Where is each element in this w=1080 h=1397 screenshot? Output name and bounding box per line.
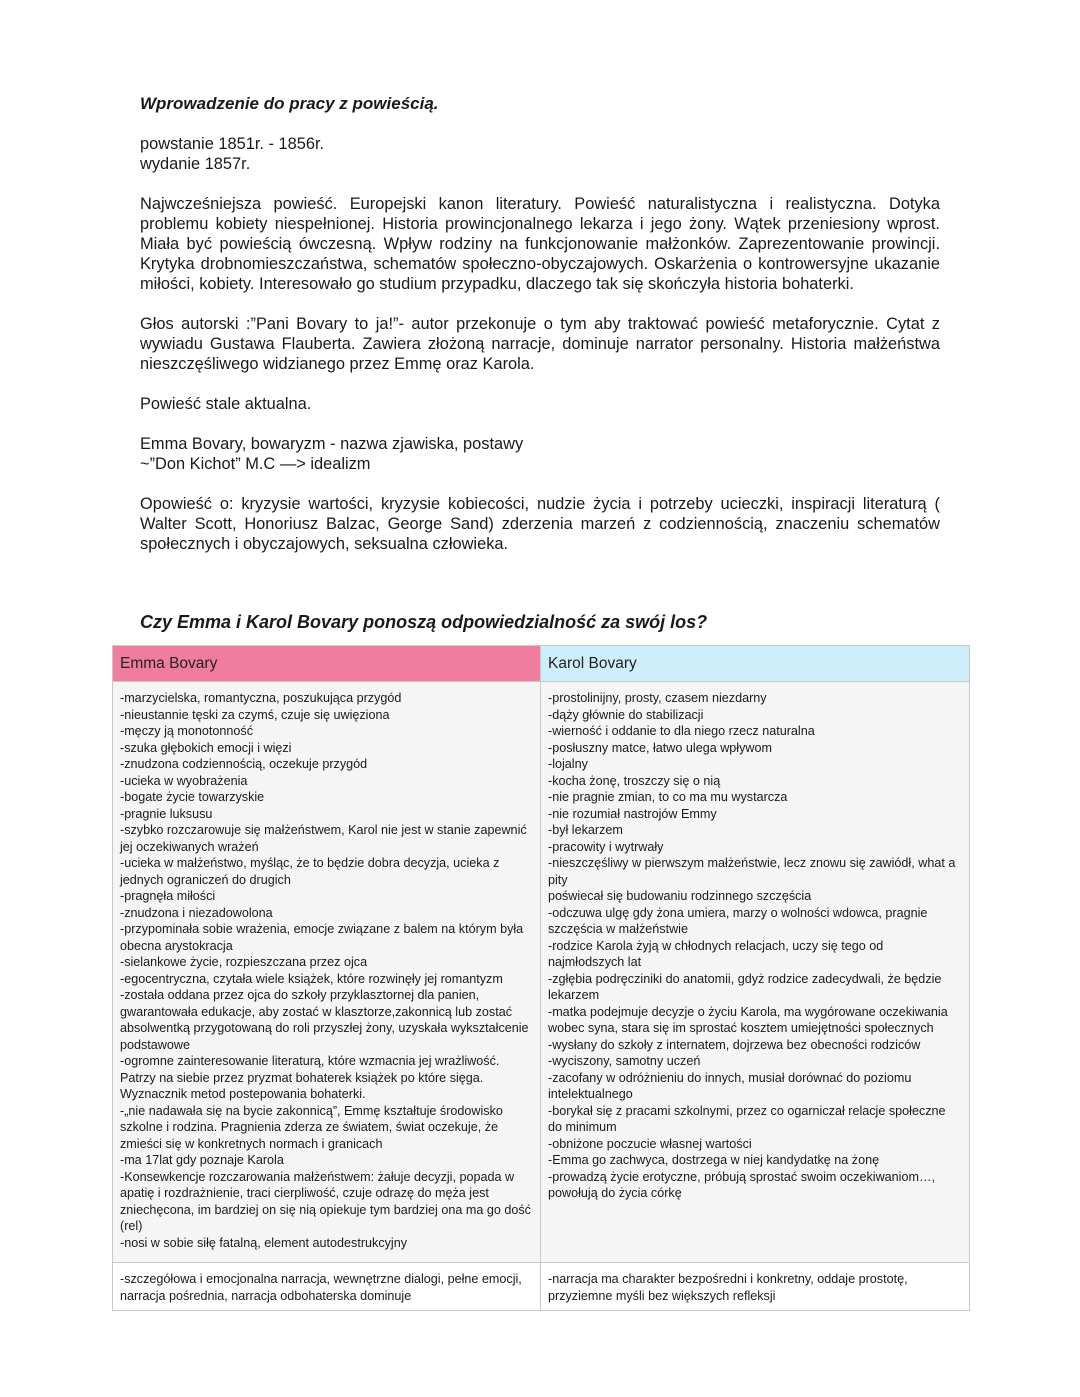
bovarism-line-1: Emma Bovary, bowaryzm - nazwa zjawiska, postawy [140, 435, 524, 453]
list-item: -szuka głębokich emocji i więzi [120, 740, 292, 755]
list-item: -marzycielska, romantyczna, poszukująca przygód [120, 691, 402, 705]
list-item: -szybko rozczarowuje się małżeństwem, Karol nie jest w stanie zapewnić jej oczekiwanych wrażeń [120, 823, 527, 854]
list-item: -ogromne zainteresowanie literaturą, które wzmacnia jej wrażliwość. Patrzy na siebie przez pryzmat bohaterek książek po które sięga. Wyznacznik metod postepowania bohaterki. [120, 1054, 500, 1101]
karol-traits-list [548, 690, 963, 1202]
date-publication: wydanie 1857r. [140, 155, 251, 173]
list-item: -Emma go zachwyca, dostrzega w niej kandydatkę na żonę [548, 1153, 880, 1167]
list-item: -zgłębia podręcziniki do anatomii, gdyż rodzice zadecydwali, że będzie lekarzem [548, 971, 942, 1002]
list-item: -posłuszny matce, łatwo ulega wpływom [548, 740, 772, 755]
list-item: -zacofany w odróżnieniu do innych, musiał dorównać do poziomu intelektualnego [548, 1070, 912, 1101]
list-item: -matka podejmuje decyzje o życiu Karola, ma wygórowane oczekiwania wobec syna, stara się im sprostać kosztem umiejętności społecznych [548, 1004, 948, 1035]
list-item: -Konsewkencje rozczarowania małżeństwem: żałuje decyzji, popada w apatię i rozdrażnienie, traci cierpliwość, czuje odrazę do męża jest zniechęcona, im bardziej on się nią opiekuje tym bardziej ona ma go dość (rel) [120, 1169, 531, 1233]
list-item: -wyciszony, samotny uczeń [548, 1054, 701, 1068]
emma-traits-list [120, 690, 534, 1251]
story-paragraph: Opowieść o: kryzysie wartości, kryzysie kobiecości, nudzie życia i potrzeby ucieczki, inspiracji literaturą ( Walter Scott, Honoriusz Balzac, George Sand) zderzenia marzeń z codziennością, znaczeniu schematów społecznych i obyczajowych, seksualna człowieka. [140, 495, 940, 553]
list-item: -znudzona codziennością, oczekuje przygód [120, 757, 368, 771]
list-item: -pragnęła miłości [120, 889, 216, 903]
list-item: -męczy ją monotonność [120, 724, 253, 738]
list-item: -dąży głównie do stabilizacji [548, 707, 704, 722]
list-item: -znudzona i niezadowolona [120, 905, 273, 920]
karol-narration: -narracja ma charakter bezpośredni i konkretny, oddaje prostotę, przyziemne myśli bez większych refleksji [548, 1272, 908, 1303]
list-item: -nosi w sobie siłę fatalną, element autodestrukcyjny [120, 1235, 408, 1250]
list-item: -ucieka w wyobrażenia [120, 773, 248, 788]
list-item: -rodzice Karola żyją w chłodnych relacjach, uczy się tego od najmłodszych lat [548, 938, 884, 969]
list-item: -pragnie luksusu [120, 806, 213, 821]
table-traits-row [113, 682, 970, 1263]
dates-block [140, 134, 940, 174]
list-item: -bogate życie towarzyskie [120, 790, 265, 804]
list-item: -„nie nadawała się na bycie zakonnicą”, Emmę kształtuje środowisko szkolne i rodzina. Pragnienia zderza ze światem, świat oczekuje, że zmieści się w konkretnych normach i granicach [120, 1103, 503, 1151]
emma-traits-cell [113, 682, 541, 1263]
list-item: -borykał się z pracami szkolnymi, przez co ogarniczał relacje społeczne do minimum [548, 1103, 946, 1134]
list-item: -sielankowe życie, rozpieszczana przez ojca [120, 955, 368, 969]
list-item: -lojalny [548, 757, 588, 771]
list-item: -wysłany do szkoły z internatem, dojrzewa bez obecności rodziców [548, 1037, 921, 1052]
emma-narration-cell [113, 1263, 541, 1311]
karol-header: Karol Bovary [541, 646, 970, 682]
date-creation: powstanie 1851r. - 1856r. [140, 135, 325, 153]
list-item: -egocentryczna, czytała wiele książek, które rozwinęły jej romantyzm [120, 971, 503, 986]
comparison-table [112, 645, 970, 1311]
intro-paragraph-2: Głos autorski :”Pani Bovary to ja!”- autor przekonuje o tym aby traktować powieść metaforycznie. Cytat z wywiadu Gustawa Flauberta. Zawiera złożoną narracje, dominuje narrator personalny. Historia małżeństwa nieszczęśliwego widzianego przez Emmę oraz Karola. [140, 315, 940, 373]
intro-paragraph-1: Najwcześniejsza powieść. Europejski kanon literatury. Powieść naturalistyczna i realistyczna. Dotyka problemu kobiety niespełnionej. Historia prowincjonalnego lekarza i jego żony. Wątek przeniesiony wprost. Miała być powieścią ówczesną. Wpływ rodziny na funkcjonowanie małżonków. Zaprezentowanie prowincji. Krytyka drobnomieszczaństwa, schematów społeczno-obyczajowych. Oskarżenia o kontrowersyjne ukazanie miłości, kobiety. Interesowało go studium przypadku, dlaczego tak się skończyła historia bohaterki. [140, 195, 940, 293]
list-item: -odczuwa ulgę gdy żona umiera, marzy o wolności wdowca, pragnie szczęścia w małżeństwie [548, 905, 928, 936]
emma-header: Emma Bovary [113, 646, 541, 682]
list-item: -prowadzą życie erotyczne, próbują sprostać swoim oczekiwaniom…, powołują do życia córkę [548, 1169, 936, 1200]
list-item: -ucieka w małżeństwo, myśląc, że to będzie dobra decyzja, ucieka z jednych ograniczeń do drugich [120, 856, 500, 887]
list-item: -obniżone poczucie własnej wartości [548, 1136, 752, 1151]
comparison-title: Czy Emma i Karol Bovary ponoszą odpowiedzialność za swój los? [140, 612, 708, 632]
bovarism-line-2: ~”Don Kichot” M.C —> idealizm [140, 455, 371, 473]
karol-narration-cell [541, 1263, 970, 1311]
list-item: -nieustannie tęski za czymś, czuje się uwięziona [120, 707, 390, 722]
list-item: -ma 17lat gdy poznaje Karola [120, 1153, 284, 1167]
list-item: -prostolinijny, prosty, czasem niezdarny [548, 691, 767, 705]
list-item: -kocha żonę, troszczy się o nią [548, 773, 721, 788]
list-item: -wierność i oddanie to dla niego rzecz naturalna [548, 724, 815, 738]
karol-traits-cell [541, 682, 970, 1263]
list-item: -pracowity i wytrwały [548, 839, 664, 854]
list-item: -przypominała sobie wrażenia, emocje związane z balem na którym była obecna arystokracja [120, 922, 524, 953]
table-narration-row [113, 1263, 970, 1311]
list-item: -nieszczęśliwy w pierwszym małżeństwie, lecz znowu się zawiódł, what a pity [548, 856, 956, 887]
intro-title: Wprowadzenie do pracy z powieścią. [140, 94, 439, 113]
intro-paragraph-3: Powieść stale aktualna. [140, 395, 312, 413]
table-header-row [113, 646, 970, 682]
list-item: -została oddana przez ojca do szkoły przyklasztornej dla panien, gwarantowała edukacje, aby zostać w klasztorze,zakonnicą lub zostać absolwentką przygotowaną do roli przyszłej żony, uzyskała wykształcenie podstawowe [120, 988, 529, 1052]
list-item: -nie rozumiał nastrojów Emmy [548, 806, 717, 821]
list-item: -był lekarzem [548, 823, 623, 837]
intro-section [140, 94, 940, 554]
list-item: poświecał się budowaniu rodzinnego szczęścia [548, 889, 812, 903]
emma-narration: -szczegółowa i emocjonalna narracja, wewnętrzne dialogi, pełne emocji, narracja pośrednia, narracja odbohaterska dominuje [120, 1272, 522, 1303]
bovarism-block [140, 434, 940, 474]
list-item: -nie pragnie zmian, to co ma mu wystarcza [548, 790, 788, 804]
